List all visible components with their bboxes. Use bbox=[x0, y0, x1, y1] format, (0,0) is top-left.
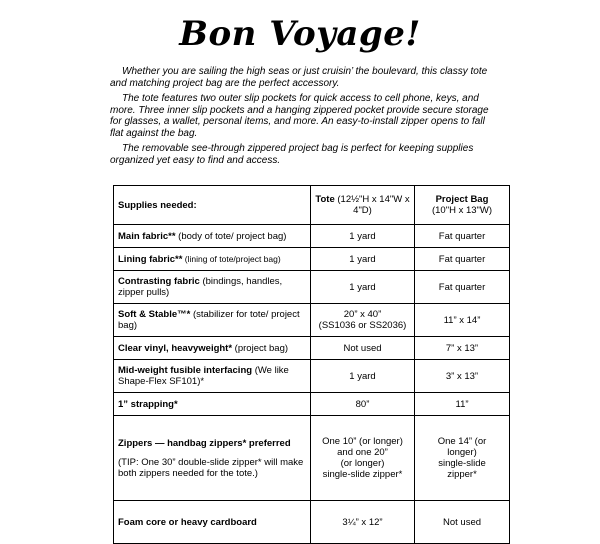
tote-amount-cell: 20” x 40” (SS1036 or SS2036) bbox=[311, 304, 415, 337]
supply-item-cell bbox=[114, 393, 311, 416]
supply-item-cell bbox=[114, 360, 311, 393]
table-row bbox=[114, 225, 510, 248]
supply-item-name: Foam core or heavy cardboard bbox=[118, 516, 257, 528]
bag-amount-cell: 11” x 14” bbox=[415, 304, 510, 337]
intro-paragraph-2: The tote features two outer slip pockets for quick access to cell phone, keys, and more. Three inner slip pockets and a hanging zippered pocket provide secure storage for glasses, a wallet, personal items, and more. An easy-to-install zipper opens to fall flat against the bag. bbox=[110, 93, 489, 139]
tote-amount-cell: One 10” (or longer) and one 20” (or longer) single-slide zipper* bbox=[311, 416, 415, 501]
supply-item-cell bbox=[114, 416, 311, 501]
tote-amount-cell: 3¼” x 12” bbox=[311, 501, 415, 544]
bag-amount-cell: Not used bbox=[415, 501, 510, 544]
table-row bbox=[114, 416, 510, 501]
bag-header-size: (10"H x 13"W) bbox=[431, 205, 493, 216]
tote-amount-cell: 1 yard bbox=[311, 248, 415, 271]
tote-header bbox=[311, 186, 415, 225]
supply-item-cell bbox=[114, 271, 311, 304]
supply-item-name: Mid-weight fusible interfacing bbox=[118, 365, 253, 376]
bag-amount-cell: 7” x 13” bbox=[415, 337, 510, 360]
bag-header bbox=[415, 186, 510, 225]
table-row bbox=[114, 248, 510, 271]
supply-item-name: Zippers — handbag zippers* preferred bbox=[118, 437, 291, 449]
supply-item-cell bbox=[114, 248, 311, 271]
supply-item-cell bbox=[114, 304, 311, 337]
bag-amount-cell: 3” x 13” bbox=[415, 360, 510, 393]
supply-item-note: (We like Shape-Flex SF101)* bbox=[118, 365, 289, 387]
table-row bbox=[114, 393, 510, 416]
table-row bbox=[114, 337, 510, 360]
bag-header-name: Project Bag bbox=[435, 194, 489, 205]
bag-amount-cell: One 14” (or longer) single-slide zipper* bbox=[415, 416, 510, 501]
bag-amount-cell: Fat quarter bbox=[415, 225, 510, 248]
supply-item-note: (body of tote/ project bag) bbox=[175, 230, 287, 242]
table-row bbox=[114, 271, 510, 304]
supply-item-note: (stabilizer for tote/ project bag) bbox=[118, 309, 300, 331]
bag-amount-cell: Fat quarter bbox=[415, 271, 510, 304]
tote-amount-cell: 1 yard bbox=[311, 360, 415, 393]
intro-text bbox=[110, 66, 498, 170]
tote-amount-cell: 80” bbox=[311, 393, 415, 416]
supply-item-cell bbox=[114, 225, 311, 248]
bag-amount-cell: 11” bbox=[415, 393, 510, 416]
tote-amount-cell: 1 yard bbox=[311, 271, 415, 304]
supplies-rows bbox=[114, 225, 510, 544]
tote-header-name: Tote bbox=[315, 194, 335, 205]
supplies-table bbox=[113, 185, 510, 544]
supply-item-name: Clear vinyl, heavyweight* bbox=[118, 342, 233, 354]
table-row bbox=[114, 304, 510, 337]
table-row bbox=[114, 501, 510, 544]
table-header-row bbox=[114, 186, 510, 225]
supply-item-cell bbox=[114, 337, 311, 360]
supply-item-name: Contrasting fabric bbox=[118, 276, 200, 287]
supply-item-name: Lining fabric** bbox=[118, 253, 183, 265]
table-row bbox=[114, 360, 510, 393]
supply-item-name: Soft & Stable™* bbox=[118, 309, 191, 320]
supply-item-note: (project bag) bbox=[232, 342, 289, 354]
bag-amount-cell: Fat quarter bbox=[415, 248, 510, 271]
supply-item-cell bbox=[114, 501, 311, 544]
supply-item-name: Main fabric** bbox=[118, 230, 176, 242]
supply-item-note: (bindings, handles, zipper pulls) bbox=[118, 276, 283, 298]
supply-item-note: (lining of tote/project bag) bbox=[182, 253, 281, 264]
supply-item-name: 1” strapping* bbox=[118, 398, 178, 410]
page-title: Bon Voyage! bbox=[179, 14, 421, 54]
intro-paragraph-3: The removable see-through zippered project bag is perfect for keeping supplies organized yet easy to find and access. bbox=[110, 143, 474, 166]
supplies-header: Supplies needed: bbox=[114, 186, 311, 225]
supply-item-tip: (TIP: One 30” double-slide zipper* will make both zippers needed for the tote.) bbox=[118, 456, 304, 479]
intro-paragraph-1: Whether you are sailing the high seas or just cruisin’ the boulevard, this classy tote and matching project bag are the perfect accessory. bbox=[110, 66, 488, 89]
tote-amount-cell: 1 yard bbox=[311, 225, 415, 248]
tote-amount-cell: Not used bbox=[311, 337, 415, 360]
tote-header-size: (12½"H x 14"W x 4"D) bbox=[337, 194, 410, 216]
